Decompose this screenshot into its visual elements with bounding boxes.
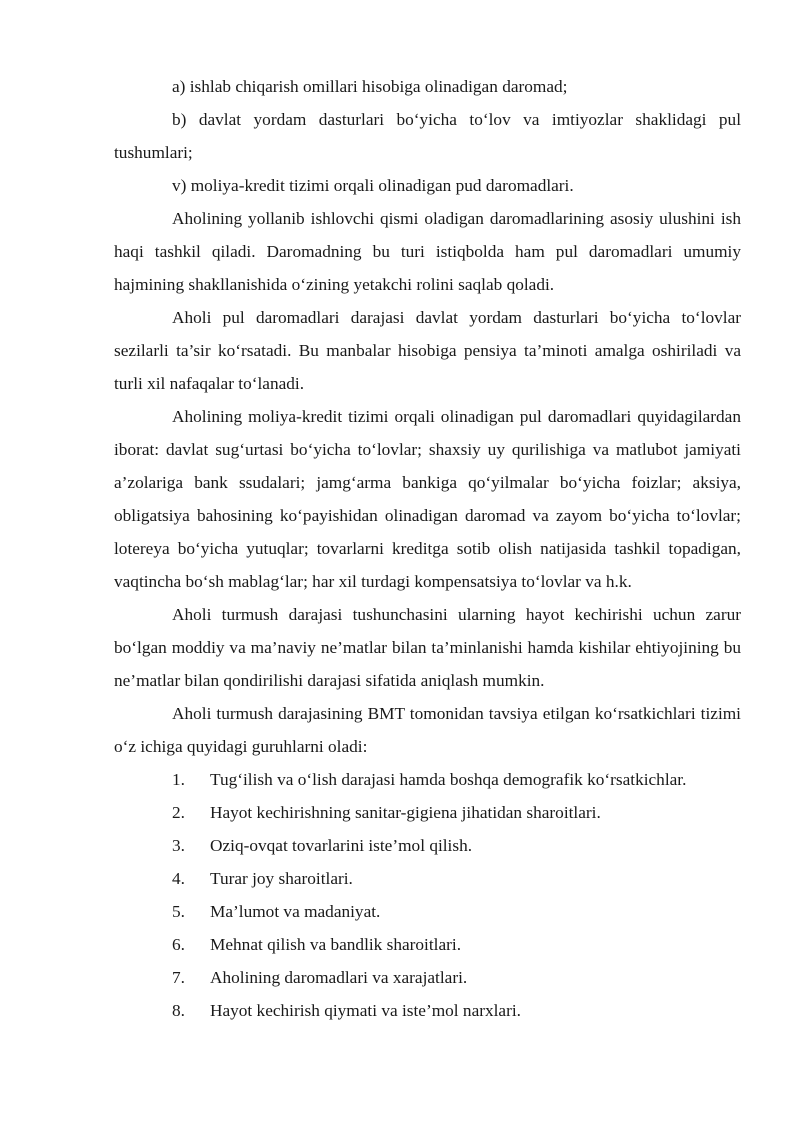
list-item (172, 796, 750, 829)
indicator-list (0, 763, 800, 1027)
list-text: Mehnat qilish va bandlik sharoitlari. (210, 935, 462, 954)
paragraph-item-b: b) davlat yordam dasturlari bo‘yicha to‘lov va imtiyozlar shaklidagi pul tushumlari; (114, 110, 741, 162)
list-item (172, 994, 750, 1027)
paragraph-living-standard: Aholi turmush darajasi tushunchasini ularning hayot kechirishi uchun zarur bo‘lgan moddiy va ma’naviy ne’matlar bilan ta’minlanishi hamda kishilar ehtiyojining bu ne’matlar bilan qondirilishi darajasi sifatida aniqlash mumkin. (114, 605, 741, 690)
list-text: Hayot kechirish qiymati va iste’mol narxlari. (210, 1001, 521, 1020)
list-text: Tug‘ilish va o‘lish darajasi hamda boshqa demografik ko‘rsatkichlar. (210, 770, 687, 789)
list-number: 3. (172, 836, 185, 855)
list-text: Aholining daromadlari va xarajatlari. (210, 968, 468, 987)
paragraph-credit-income: Aholining moliya-kredit tizimi orqali olinadigan pul daromadlari quyidagilardan iborat: davlat sug‘urtasi bo‘yicha to‘lovlar; shaxsiy uy qurilishiga va matlubot jamiyati a’zolariga bank ssudalari; jamg‘arma bankiga qo‘yilmalar bo‘yicha foizlar; aksiya, obligatsiya bahosining ko‘payishidan olinadigan daromad va zayom bo‘yicha to‘lovlar; lotereya bo‘yicha yutuqlar; tovarlarni kreditga sotib olish natijasida tashkil topadigan, vaqtincha bo‘sh mablag‘lar; har xil turdagi kompensatsiya to‘lovlar va h.k. (114, 407, 741, 591)
list-text: Hayot kechirishning sanitar-gigiena jihatidan sharoitlari. (210, 803, 601, 822)
paragraph-un-indicators: Aholi turmush darajasining BMT tomonidan tavsiya etilgan ko‘rsatkichlari tizimi o‘z ichiga quyidagi guruhlarni oladi: (114, 704, 741, 756)
list-number: 4. (172, 869, 185, 888)
list-number: 8. (172, 1001, 185, 1020)
list-item (172, 763, 750, 796)
paragraph-state-support: Aholi pul daromadlari darajasi davlat yordam dasturlari bo‘yicha to‘lovlar sezilarli ta’sir ko‘rsatadi. Bu manbalar hisobiga pensiya ta’minoti amalga oshiriladi va turli xil nafaqalar to‘lanadi. (114, 308, 741, 393)
list-number: 2. (172, 803, 185, 822)
list-number: 6. (172, 935, 185, 954)
list-number: 5. (172, 902, 185, 921)
list-number: 1. (172, 770, 185, 789)
list-text: Oziq-ovqat tovarlarini iste’mol qilish. (210, 836, 473, 855)
list-number: 7. (172, 968, 185, 987)
list-item (172, 862, 750, 895)
paragraph-item-a: a) ishlab chiqarish omillari hisobiga olinadigan daromad; (172, 77, 568, 96)
paragraph-item-v: v) moliya-kredit tizimi orqali olinadigan pud daromadlari. (172, 176, 574, 195)
list-item (172, 895, 750, 928)
list-text: Turar joy sharoitlari. (210, 869, 353, 888)
list-text: Ma’lumot va madaniyat. (210, 902, 381, 921)
list-item (172, 928, 750, 961)
list-item (172, 829, 750, 862)
list-item (172, 961, 750, 994)
paragraph-wage-income: Aholining yollanib ishlovchi qismi oladigan daromadlarining asosiy ulushini ish haqi tashkil qiladi. Daromadning bu turi istiqbolda ham pul daromadlari umumiy hajmining shakllanishida o‘zining yetakchi rolini saqlab qoladi. (114, 209, 741, 294)
